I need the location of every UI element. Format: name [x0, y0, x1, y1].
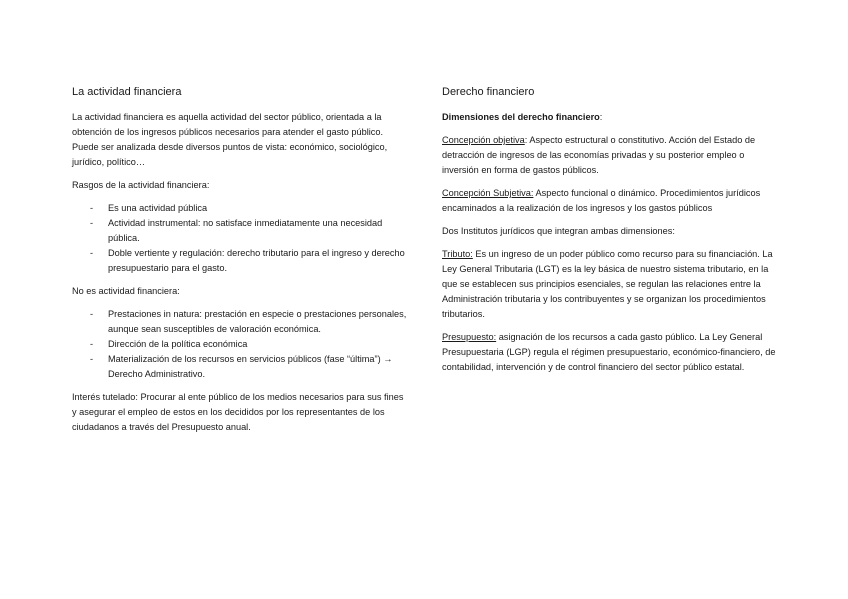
- tributo-text: Es un ingreso de un poder público como recurso para su financiación. La Ley General Tributaria (LGT) es la ley básica de nuestro sistema tributario, en la que se establecen sus principios esenciales, se regulan las relaciones entre la Administración tributaria y los contribuyentes y se organizan los procedimientos tributarios.: [442, 249, 773, 319]
- dimensiones-heading: [442, 110, 782, 125]
- list-item: - Actividad instrumental: no satisface inmediatamente una necesidad pública.: [108, 216, 408, 246]
- list-item: - Es una actividad pública: [108, 201, 408, 216]
- presupuesto-paragraph: [442, 330, 782, 375]
- list-item: - Doble vertiente y regulación: derecho tributario para el ingreso y derecho presupuestario para el gasto.: [108, 246, 408, 276]
- dimensiones-label: Dimensiones del derecho financiero: [442, 112, 600, 122]
- list-item: - Dirección de la política económica: [108, 337, 408, 352]
- presupuesto-term: Presupuesto:: [442, 332, 497, 342]
- tributo-paragraph: [442, 247, 782, 322]
- left-column: [72, 84, 408, 443]
- subjetiva-paragraph: [442, 186, 782, 216]
- subjetiva-term: Concepción Subjetiva:: [442, 188, 534, 198]
- subjetiva-text: Aspecto funcional o dinámico. Procedimientos jurídicos encaminados a la realización de los ingresos y los gastos públicos: [442, 188, 761, 213]
- interes-paragraph: Interés tutelado: Procurar al ente público de los medios necesarios para sus fines y asegurar el empleo de estos en los decididos por los representantes de los ciudadanos a través del Presupuesto anual.: [72, 392, 404, 432]
- no-es-heading: No es actividad financiera:: [72, 286, 180, 296]
- section-title-derecho: Derecho financiero: [442, 86, 535, 98]
- rasgos-list: [72, 201, 408, 276]
- intro-paragraph: La actividad financiera es aquella actividad del sector público, orientada a la obtención de los ingresos públicos necesarios para atender el gasto público. Puede ser analizada desde diversos puntos de vista: económico, sociológico, jurídico, político…: [72, 112, 388, 167]
- objetiva-term: Concepción objetiva: [442, 135, 525, 145]
- list-item: - Prestaciones in natura: prestación en especie o prestaciones personales, aunque sean susceptibles de valoración económica.: [108, 307, 408, 337]
- presupuesto-text: asignación de los recursos a cada gasto público. La Ley General Presupuestaria (LGP) regula el régimen presupuestario, económico-financiero, de contabilidad, intervención y de control financiero del sector público estatal.: [442, 332, 776, 372]
- dimensiones-colon: :: [599, 112, 603, 122]
- institutos-paragraph: Dos Institutos jurídicos que integran ambas dimensiones:: [442, 226, 675, 236]
- objetiva-text: : Aspecto estructural o constitutivo. Acción del Estado de detracción de ingresos de las economías privadas y su posterior empleo o inversión en forma de gastos públicos.: [442, 135, 756, 175]
- no-es-list: [72, 307, 408, 382]
- rasgos-heading: Rasgos de la actividad financiera:: [72, 180, 210, 190]
- objetiva-paragraph: [442, 133, 782, 178]
- tributo-term: Tributo:: [442, 249, 473, 259]
- section-title-actividad: La actividad financiera: [72, 86, 182, 98]
- list-item: - Materialización de los recursos en servicios públicos (fase “última”) → Derecho Administrativo.: [108, 352, 408, 382]
- right-column: [442, 84, 782, 383]
